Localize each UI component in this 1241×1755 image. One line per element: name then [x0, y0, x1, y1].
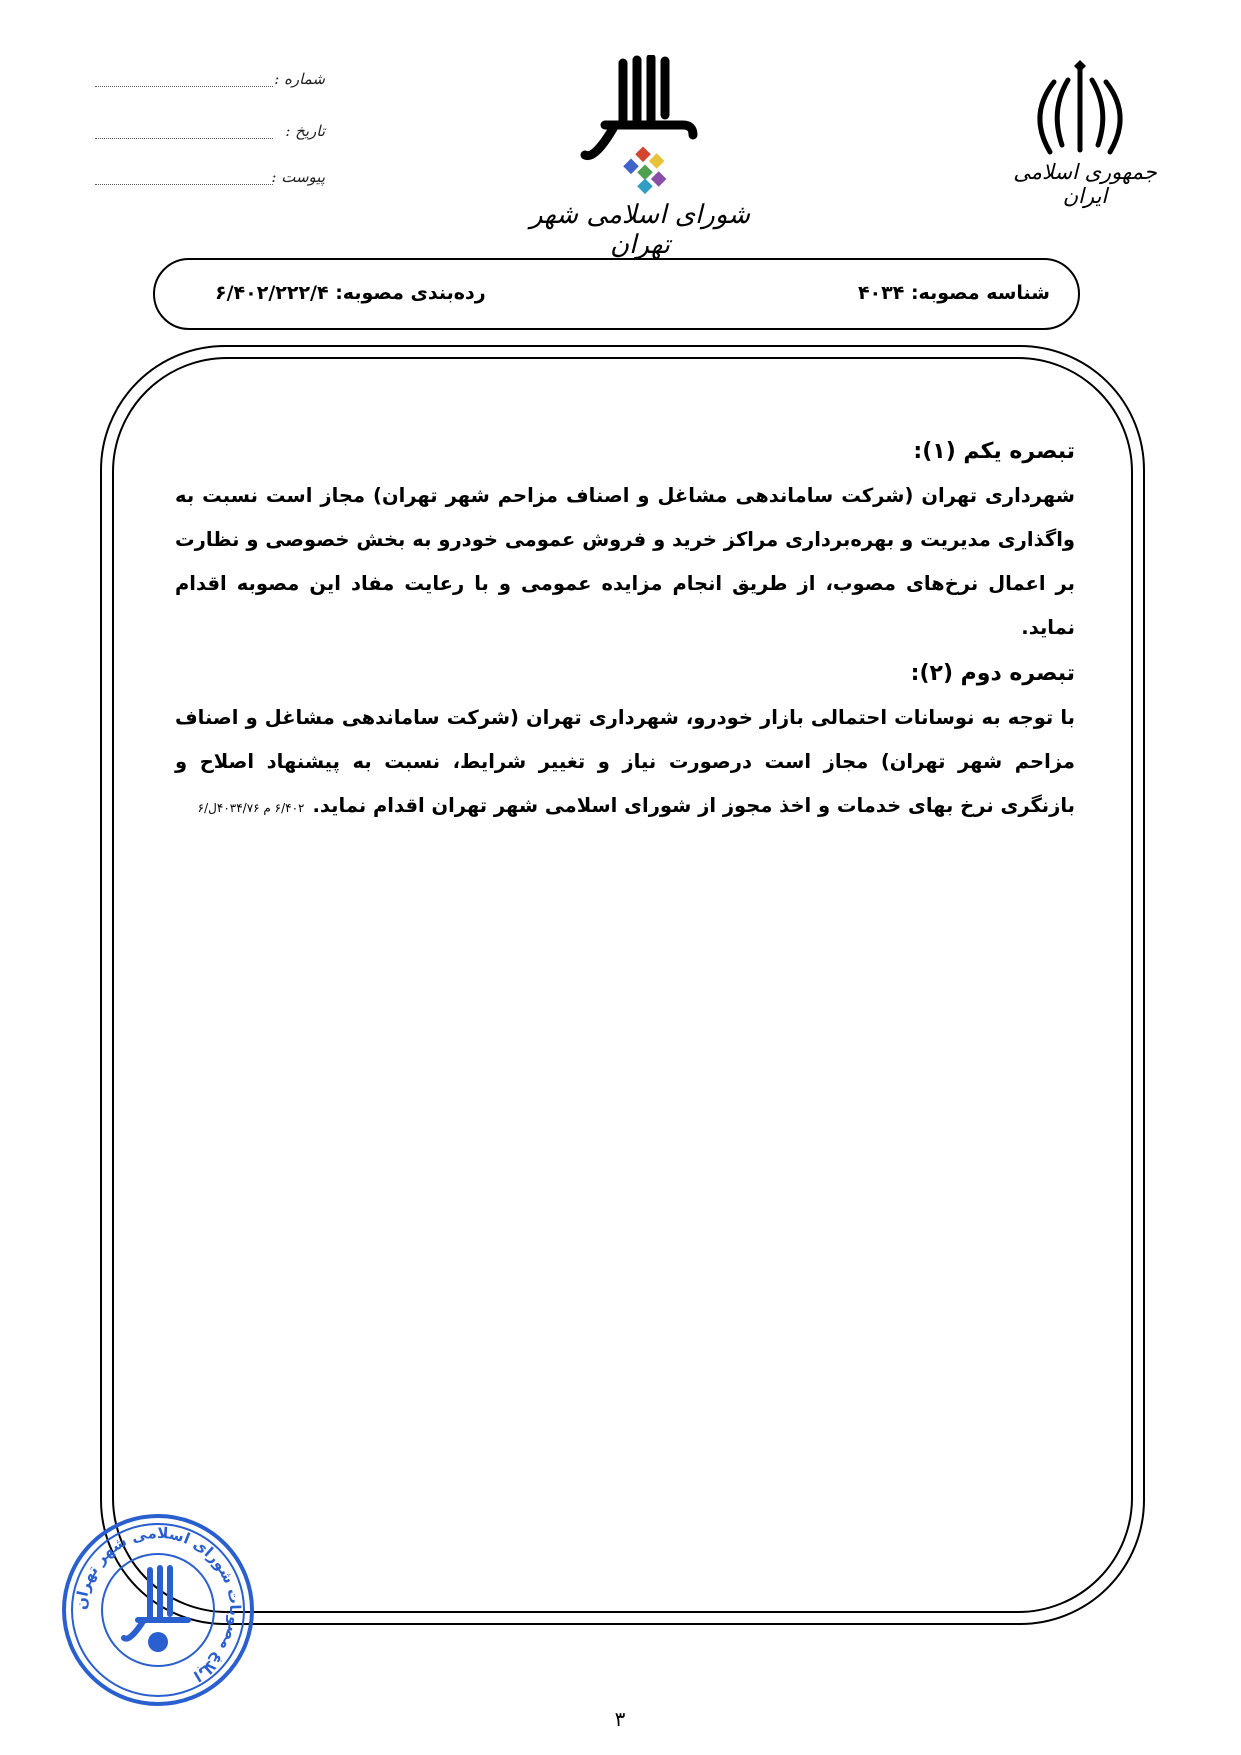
date-label: تاریخ : — [285, 122, 325, 140]
reference-code: ۶/۴۰۲ م ۴۰۳۴/۷۶ل/۶ — [197, 801, 305, 815]
date-field — [95, 122, 325, 148]
note1-text: شهرداری تهران (شرکت ساماندهی مشاغل و اصناف مزاحم شهر تهران) مجاز است نسبت به واگذاری مدیریت و بهره‌برداری مراکز خرید و فروش عمومی خودرو به بخش خصوصی و نظارت بر اعمال نرخ‌های مصوب، از طریق انجام مزایده عمومی و با رعایت مفاد این مصوبه اقدام نماید. — [175, 484, 1075, 639]
note2-text-content: با توجه به نوسانات احتمالی بازار خودرو، شهرداری تهران (شرکت ساماندهی مشاغل و اصناف مزاحم شهر تهران) مجاز است درصورت نیاز و تغییر شرایط، نسبت به پیشنهاد اصلاح و بازنگری نرخ بهای خدمات و اخذ مجوز از شورای اسلامی شهر تهران اقدام نماید. — [175, 706, 1075, 817]
note1-heading: تبصره یکم (۱): — [913, 439, 1075, 464]
attachment-dotted-line — [95, 184, 273, 185]
attachment-field — [95, 168, 325, 194]
resolution-info-bar — [153, 258, 1080, 330]
attachment-label: پیوست : — [271, 168, 325, 186]
resolution-body — [175, 430, 1075, 830]
tehran-council-logo — [565, 55, 715, 205]
number-dotted-line — [95, 86, 273, 87]
number-field — [95, 70, 325, 96]
resolution-id: شناسه مصوبه: ۴۰۳۴ — [857, 282, 1050, 304]
note2-heading: تبصره دوم (۲): — [910, 661, 1075, 686]
council-stamp — [58, 1510, 258, 1710]
date-dotted-line — [95, 138, 273, 139]
stamp-text: ابلاغ مصوبات شورای اسلامی شهر تهران — [71, 1523, 245, 1686]
page-number: ۳ — [614, 1707, 626, 1731]
note2-text — [175, 696, 1075, 830]
number-label: شماره : — [274, 70, 325, 88]
emblem-caption: جمهوری اسلامی ایران — [1013, 160, 1157, 208]
council-caption: شورای اسلامی شهر تهران — [529, 200, 751, 260]
resolution-classification: رده‌بندی مصوبه: ۶/۴۰۲/۲۲۲/۴ — [215, 282, 486, 304]
